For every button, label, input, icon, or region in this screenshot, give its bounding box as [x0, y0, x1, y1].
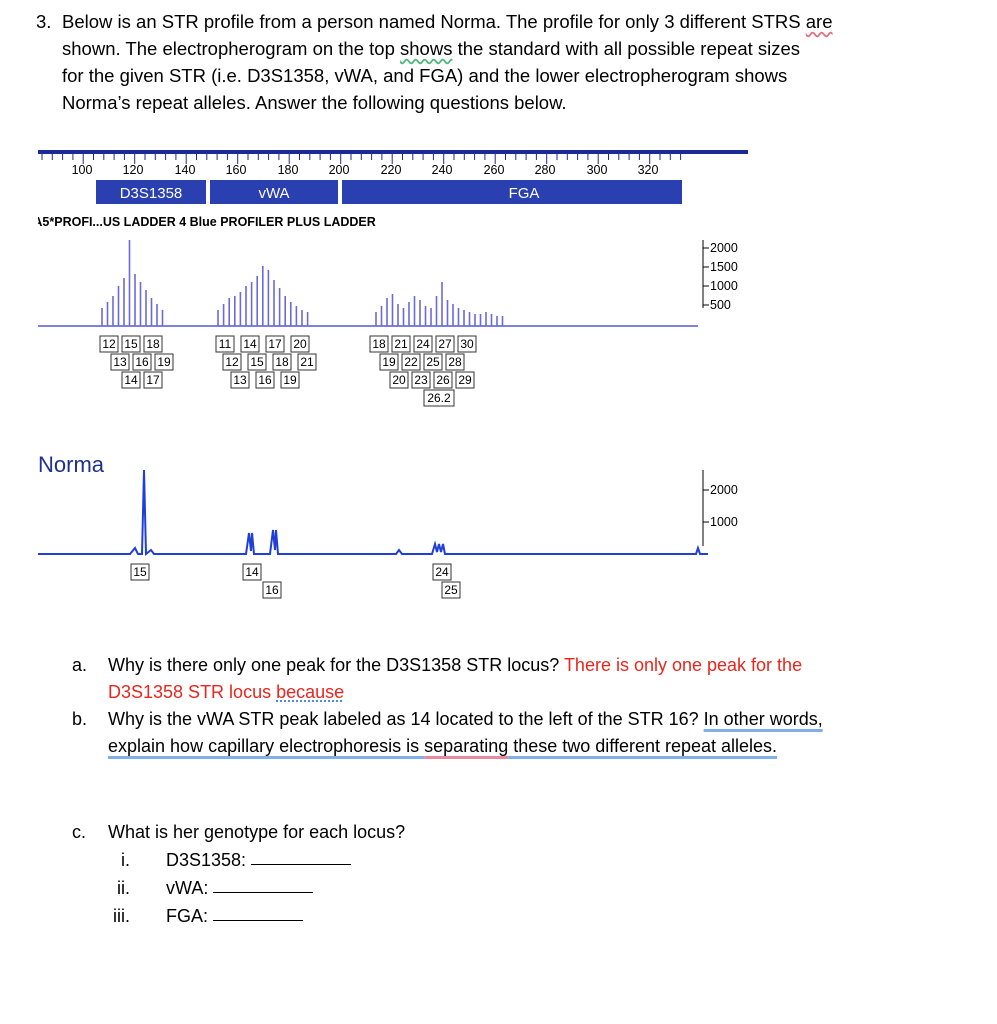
tick-label: 300	[586, 163, 608, 177]
allele-label: 18	[372, 337, 386, 351]
allele-label: 18	[275, 355, 289, 369]
intro-line-3: for the given STR (i.e. D3S1358, vWA, and FGA) and the lower electropherogram shows	[62, 65, 788, 86]
sample-name-label: Norma	[38, 452, 105, 477]
allele-label: 24	[416, 337, 430, 351]
sample-scale-label: 2000	[710, 483, 738, 497]
allele-label: 23	[414, 373, 428, 387]
genotype-blank-d3s1358[interactable]	[251, 846, 351, 865]
allele-label: 16	[258, 373, 272, 387]
question-b-text-2b: separating	[424, 736, 509, 756]
ruler-bar	[38, 150, 748, 154]
sample-trace-line	[38, 470, 708, 554]
question-b	[72, 706, 952, 760]
tick-label: 180	[277, 163, 299, 177]
sample-trace	[38, 470, 708, 554]
allele-label: 13	[233, 373, 247, 387]
allele-label: 14	[243, 337, 257, 351]
allele-label: 17	[146, 373, 160, 387]
flagged-word-are: are	[805, 11, 833, 32]
tick-label: 280	[534, 163, 556, 177]
intro-line-2: shown. The electropherogram on the top	[62, 38, 401, 59]
ladder-scale-label: 2000	[710, 241, 738, 255]
genotype-item-d3s1358	[72, 846, 405, 874]
question-number: 3.	[36, 11, 52, 32]
allele-label: 18	[146, 337, 160, 351]
allele-label: 27	[438, 337, 452, 351]
sample-allele-fga-25: 25	[444, 583, 458, 597]
d3-allele-boxes	[100, 336, 173, 388]
tick-label: 240	[431, 163, 453, 177]
sample-allele-labels	[131, 564, 460, 598]
question-b-letter: b.	[72, 709, 88, 729]
allele-label: 26.2	[427, 391, 451, 405]
question-c	[72, 818, 405, 930]
ladder-scale-label: 1500	[710, 260, 738, 274]
question-c-letter: c.	[72, 822, 87, 842]
allele-label: 21	[300, 355, 314, 369]
tick-label: 120	[122, 163, 144, 177]
tick-label: 260	[483, 163, 505, 177]
allele-label: 11	[218, 337, 232, 351]
ladder-scale-label: 1000	[710, 279, 738, 293]
allele-label: 16	[135, 355, 149, 369]
allele-label: 29	[458, 373, 472, 387]
question-list	[72, 652, 952, 760]
tick-label: 220	[380, 163, 402, 177]
question-c-text: What is her genotype for each locus?	[108, 822, 406, 842]
allele-label: 14	[124, 373, 138, 387]
allele-label: 20	[293, 337, 307, 351]
question-a	[72, 652, 952, 706]
allele-label: 17	[268, 337, 282, 351]
genotype-item-vwa	[72, 874, 405, 902]
locus-label-d3s1358: D3S1358	[119, 185, 183, 202]
allele-label: 22	[404, 355, 418, 369]
allele-label: 28	[448, 355, 462, 369]
genotype-label-fga: FGA:	[166, 906, 209, 926]
answer-a-line1[interactable]: There is only one peak for the	[563, 655, 803, 675]
question-b-text-1: Why is the vWA STR peak labeled as 14 located to the left of the STR 16?	[108, 709, 704, 729]
allele-label: 20	[392, 373, 406, 387]
tick-label: 320	[637, 163, 659, 177]
tick-label: 100	[71, 163, 93, 177]
tick-label: 140	[174, 163, 196, 177]
allele-label: 19	[382, 355, 396, 369]
roman-numeral: ii.	[117, 878, 130, 898]
question-a-letter: a.	[72, 655, 88, 675]
intro-line-1: Below is an STR profile from a person named Norma. The profile for only 3 different STRS	[62, 11, 806, 32]
ladder-title: • A5*PROFI...US LADDER 4 Blue PROFILER PLUS LADDER	[38, 215, 376, 229]
allele-label: 15	[250, 355, 264, 369]
electropherogram-figure	[38, 140, 758, 615]
question-a-text: Why is there only one peak for the D3S1358 STR locus?	[108, 655, 560, 675]
allele-label: 25	[426, 355, 440, 369]
question-intro	[36, 8, 936, 116]
answer-a-line2[interactable]: D3S1358 STR locus	[108, 682, 277, 702]
genotype-blank-vwa[interactable]	[213, 874, 313, 893]
allele-label: 26	[436, 373, 450, 387]
allele-label: 13	[113, 355, 127, 369]
sample-scale-label: 1000	[710, 515, 738, 529]
electropherogram-svg	[38, 140, 758, 610]
allele-label: 21	[394, 337, 408, 351]
fga-allele-boxes	[370, 336, 476, 406]
genotype-blank-fga[interactable]	[213, 902, 303, 921]
tick-label: 200	[328, 163, 350, 177]
intro-line-4: Norma’s repeat alleles. Answer the following questions below.	[62, 92, 567, 113]
allele-label: 15	[124, 337, 138, 351]
genotype-item-fga	[72, 902, 405, 930]
allele-label: 19	[157, 355, 171, 369]
allele-label: 12	[102, 337, 116, 351]
vwa-allele-boxes	[216, 336, 316, 388]
sample-allele-d3: 15	[133, 565, 147, 579]
allele-label: 19	[283, 373, 297, 387]
flagged-word-shows: shows	[400, 38, 453, 59]
genotype-label-d3s1358: D3S1358:	[166, 850, 247, 870]
sample-allele-fga-24: 24	[435, 565, 449, 579]
locus-label-fga: FGA	[508, 185, 540, 202]
ruler-labels	[72, 163, 659, 177]
roman-numeral: iii.	[113, 906, 130, 926]
sample-allele-vwa-14: 14	[245, 565, 259, 579]
question-b-text-2a: explain how capillary electrophoresis is	[108, 736, 425, 756]
intro-line-2b: the standard with all possible repeat sizes	[452, 38, 801, 59]
sample-allele-vwa-16: 16	[265, 583, 279, 597]
tick-label: 160	[225, 163, 247, 177]
question-b-text-1u: In other words,	[703, 709, 823, 729]
allele-label: 30	[460, 337, 474, 351]
ladder-allele-labels	[100, 336, 476, 406]
allele-label: 12	[225, 355, 239, 369]
question-b-text-2c: these two different repeat alleles.	[508, 736, 778, 756]
roman-numeral: i.	[121, 850, 130, 870]
locus-label-vwa: vWA	[258, 185, 290, 202]
ladder-peaks	[102, 240, 503, 326]
genotype-label-vwa: vWA:	[166, 878, 209, 898]
ladder-scale-label: 500	[710, 298, 731, 312]
answer-a-because[interactable]: because	[276, 682, 345, 702]
